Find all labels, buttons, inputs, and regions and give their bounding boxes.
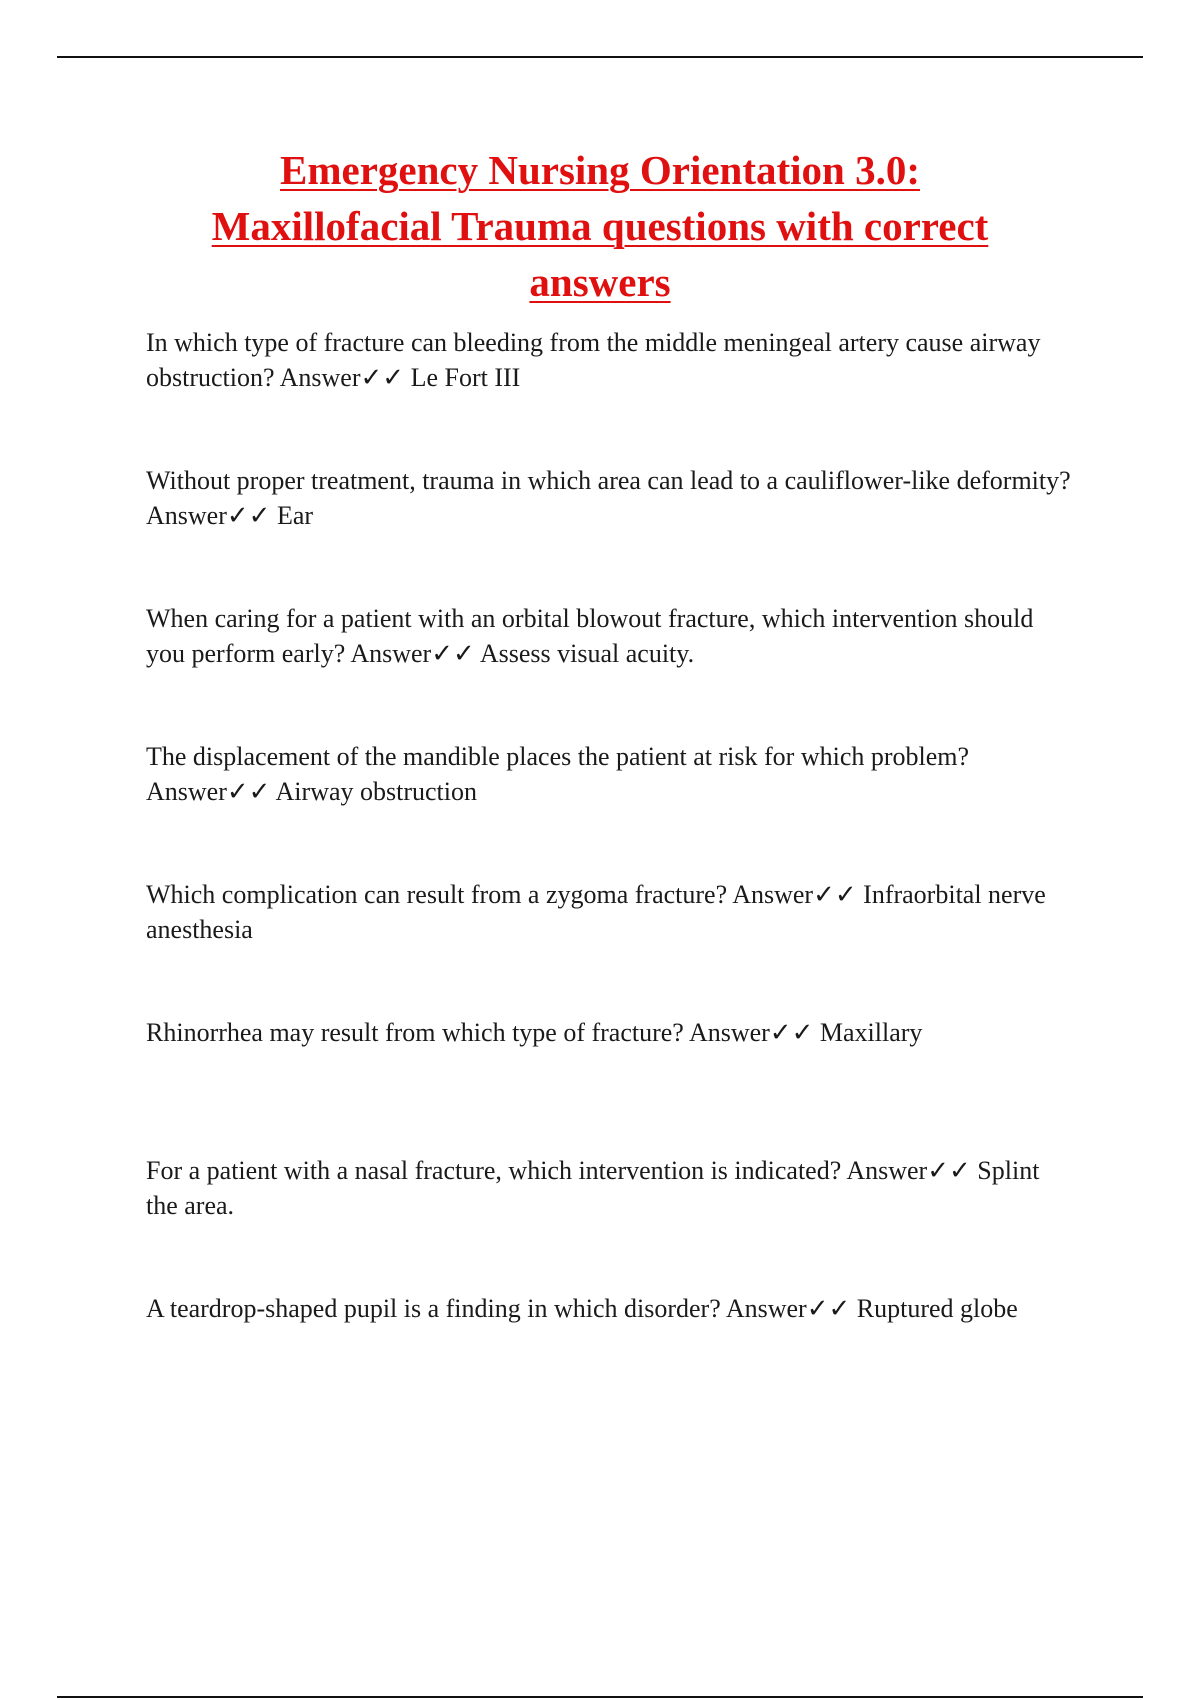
document-title [100, 142, 1100, 310]
question-text: When caring for a patient with an orbital blowout fracture, which intervention should you perform early? [146, 604, 1034, 668]
answer-marker: Answer✓✓ [146, 777, 271, 806]
title-line-3: answers [529, 259, 671, 305]
question-text: Which complication can result from a zygoma fracture? [146, 880, 728, 909]
answer-marker: Answer✓✓ [350, 639, 475, 668]
answer-text: Assess visual acuity. [479, 639, 695, 668]
answer-marker: Answer✓✓ [146, 501, 271, 530]
question-answer-list [146, 325, 1076, 1429]
question-text: Rhinorrhea may result from which type of fracture? [146, 1018, 684, 1047]
top-divider [57, 56, 1143, 58]
answer-text: Le Fort III [410, 363, 521, 392]
answer-marker: Answer✓✓ [725, 1294, 851, 1323]
answer-text: Splint the area. [146, 1156, 1040, 1220]
question-text: A teardrop-shaped pupil is a finding in which disorder? [146, 1294, 721, 1323]
answer-marker: Answer✓✓ [688, 1018, 814, 1047]
question-text: In which type of fracture can bleeding from the middle meningeal artery cause airway obstruction? [146, 328, 1041, 392]
qa-item-7 [146, 1153, 1076, 1291]
answer-text: Maxillary [819, 1018, 923, 1047]
question-text: Without proper treatment, trauma in which area can lead to a cauliflower-like deformity? [146, 466, 1071, 495]
qa-item-4 [146, 739, 1076, 877]
title-line-2: Maxillofacial Trauma questions with correct [211, 203, 989, 249]
answer-marker: Answer✓✓ [846, 1156, 971, 1185]
answer-text: Ruptured globe [856, 1294, 1018, 1323]
answer-marker: Answer✓✓ [279, 363, 405, 392]
bottom-divider [57, 1696, 1143, 1698]
qa-item-8 [146, 1291, 1076, 1429]
qa-item-3 [146, 601, 1076, 739]
question-text: For a patient with a nasal fracture, which intervention is indicated? [146, 1156, 842, 1185]
qa-item-1 [146, 325, 1076, 463]
answer-text: Ear [276, 501, 314, 530]
answer-text: Airway obstruction [275, 777, 477, 806]
title-line-1: Emergency Nursing Orientation 3.0: [280, 147, 920, 193]
question-text: The displacement of the mandible places the patient at risk for which problem? [146, 742, 970, 771]
qa-item-5 [146, 877, 1076, 1015]
qa-item-6 [146, 1015, 1076, 1153]
answer-text: Infraorbital nerve anesthesia [146, 880, 1046, 944]
qa-item-2 [146, 463, 1076, 601]
answer-marker: Answer✓✓ [732, 880, 857, 909]
